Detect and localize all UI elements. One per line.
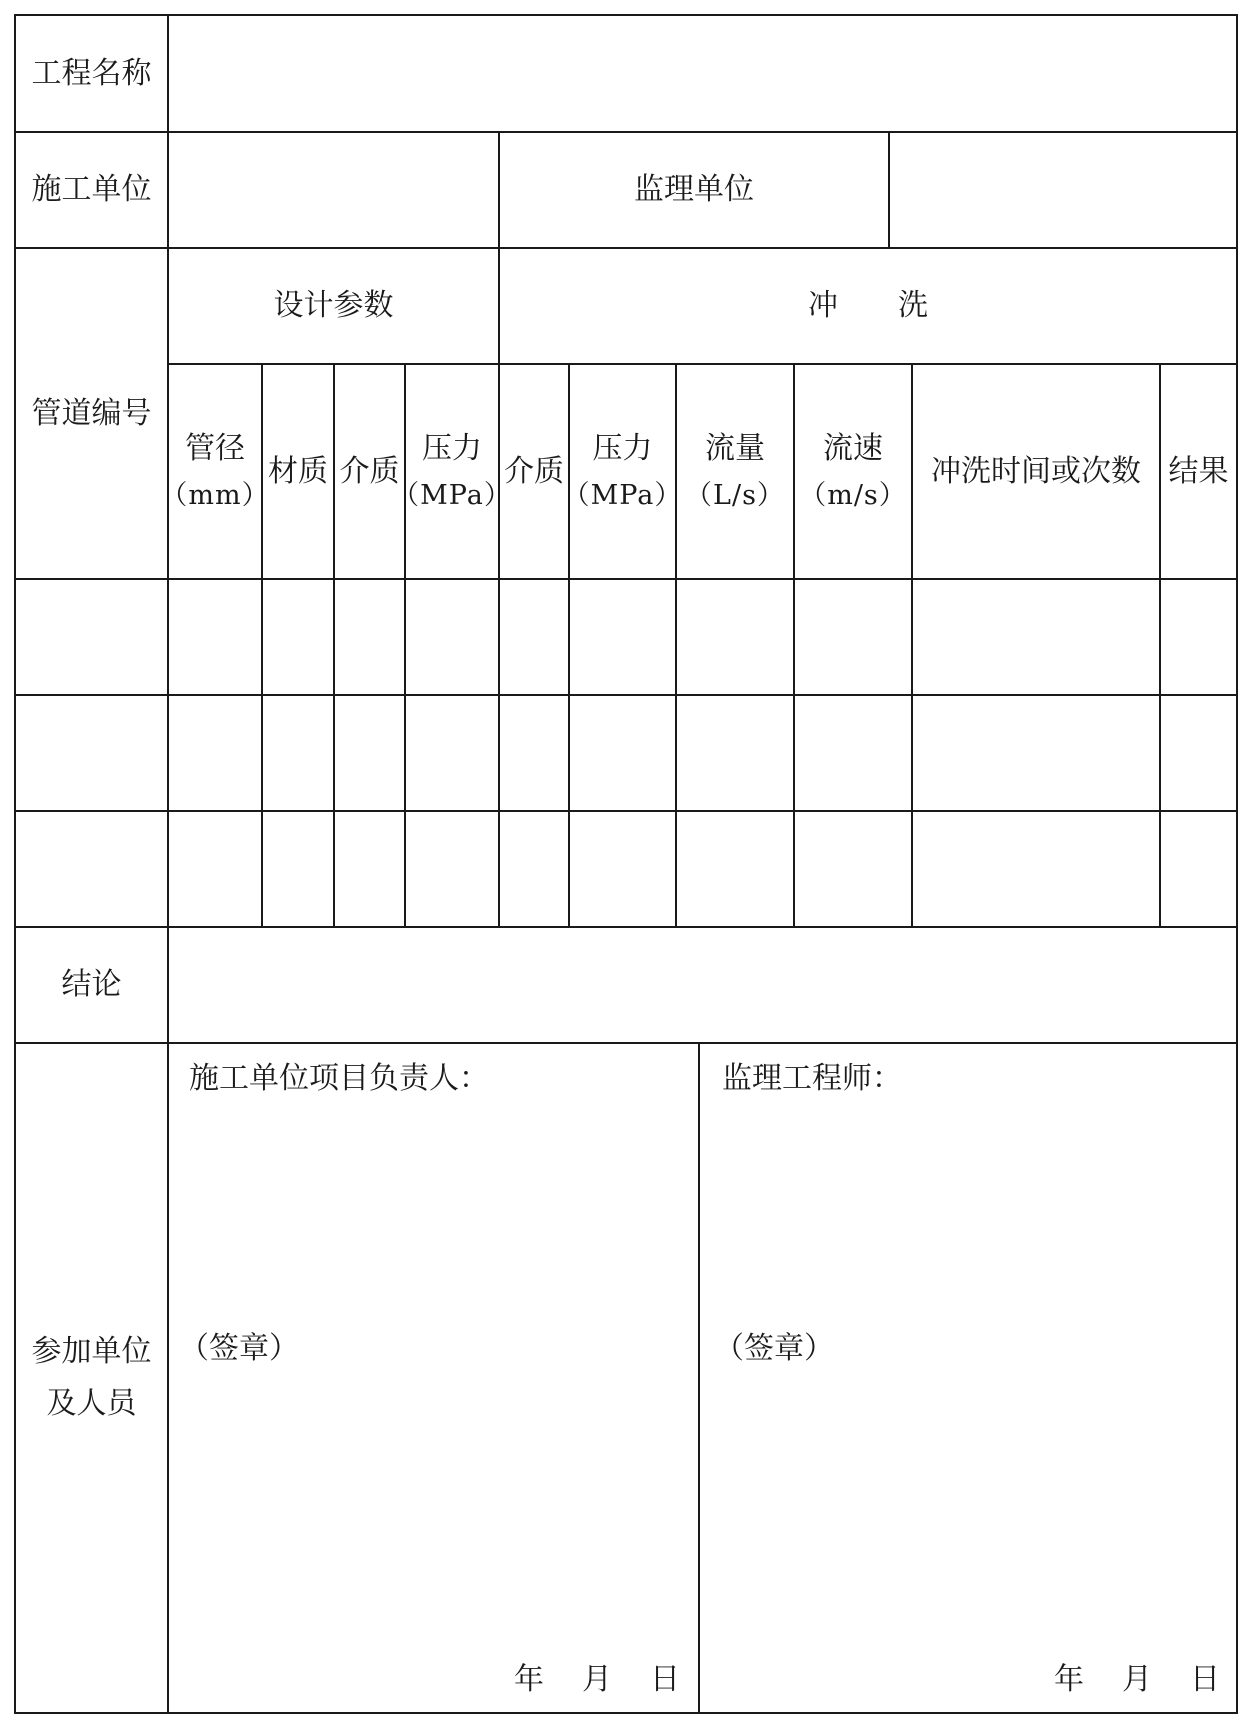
data-cell[interactable] [1161,696,1236,810]
supervisor-seal-label: （签章） [714,1331,834,1366]
data-cell[interactable] [406,580,498,694]
construction-unit-field[interactable] [169,133,498,247]
data-cell[interactable] [169,580,261,694]
supervisor-engineer-title: 监理工程师： [722,1061,902,1096]
design-params-header: 设计参数 [273,288,394,324]
pipe-number-cell[interactable] [16,812,167,926]
col-header-flush-pressure: 压力 （MPa） [562,430,683,512]
data-cell[interactable] [570,812,675,926]
col-header-result: 结果 [1168,453,1229,489]
col-header-pipe-diameter: 管径 （mm） [160,430,270,512]
outer-right-border [1236,14,1238,1714]
data-cell[interactable] [1161,580,1236,694]
data-cell[interactable] [570,696,675,810]
data-cell[interactable] [500,812,568,926]
pipe-number-label: 管道编号 [31,395,152,431]
supervisor-signature-block[interactable] [700,1044,1236,1712]
project-name-field[interactable] [169,16,1236,131]
construction-manager-title: 施工单位项目负责人： [189,1061,489,1096]
pipe-number-cell[interactable] [16,580,167,694]
data-cell[interactable] [335,696,404,810]
participants-label: 参加单位 及人员 [31,1333,152,1421]
data-cell[interactable] [335,812,404,926]
data-cell[interactable] [795,580,911,694]
project-name-label: 工程名称 [31,55,152,91]
data-cell[interactable] [913,696,1159,810]
flushing-header: 冲 洗 [808,288,928,324]
data-cell[interactable] [500,696,568,810]
supervision-unit-field[interactable] [890,133,1236,247]
construction-signature-block[interactable] [169,1044,698,1712]
supervisor-sign-date: 年 月 日 [1054,1662,1220,1697]
conclusion-field[interactable] [169,928,1236,1042]
data-cell[interactable] [677,812,793,926]
construction-seal-label: （签章） [179,1331,299,1366]
col-header-flush-time-or-count: 冲洗时间或次数 [931,453,1141,489]
col-header-material: 材质 [268,453,328,489]
col-header-flow-rate: 流量 （L/s） [685,430,785,512]
data-cell[interactable] [406,696,498,810]
data-cell[interactable] [263,812,333,926]
data-cell[interactable] [335,580,404,694]
data-cell[interactable] [795,696,911,810]
data-cell[interactable] [677,580,793,694]
data-cell[interactable] [169,812,261,926]
data-cell[interactable] [500,580,568,694]
data-cell[interactable] [406,812,498,926]
outer-bottom-border [14,1712,1238,1714]
construction-sign-date: 年 月 日 [514,1662,680,1697]
pipe-number-cell[interactable] [16,696,167,810]
conclusion-label: 结论 [61,967,122,1003]
col-header-design-pressure: 压力 （MPa） [392,430,512,512]
col-header-flush-medium: 介质 [504,453,564,489]
data-cell[interactable] [1161,812,1236,926]
col-header-design-medium: 介质 [339,453,400,489]
data-cell[interactable] [169,696,261,810]
data-cell[interactable] [570,580,675,694]
data-cell[interactable] [913,580,1159,694]
data-cell[interactable] [263,696,333,810]
supervision-unit-label: 监理单位 [634,172,754,208]
data-cell[interactable] [263,580,333,694]
data-cell[interactable] [913,812,1159,926]
construction-unit-label: 施工单位 [31,172,152,208]
col-header-flow-velocity: 流速 （m/s） [799,430,907,512]
data-cell[interactable] [677,696,793,810]
data-cell[interactable] [795,812,911,926]
